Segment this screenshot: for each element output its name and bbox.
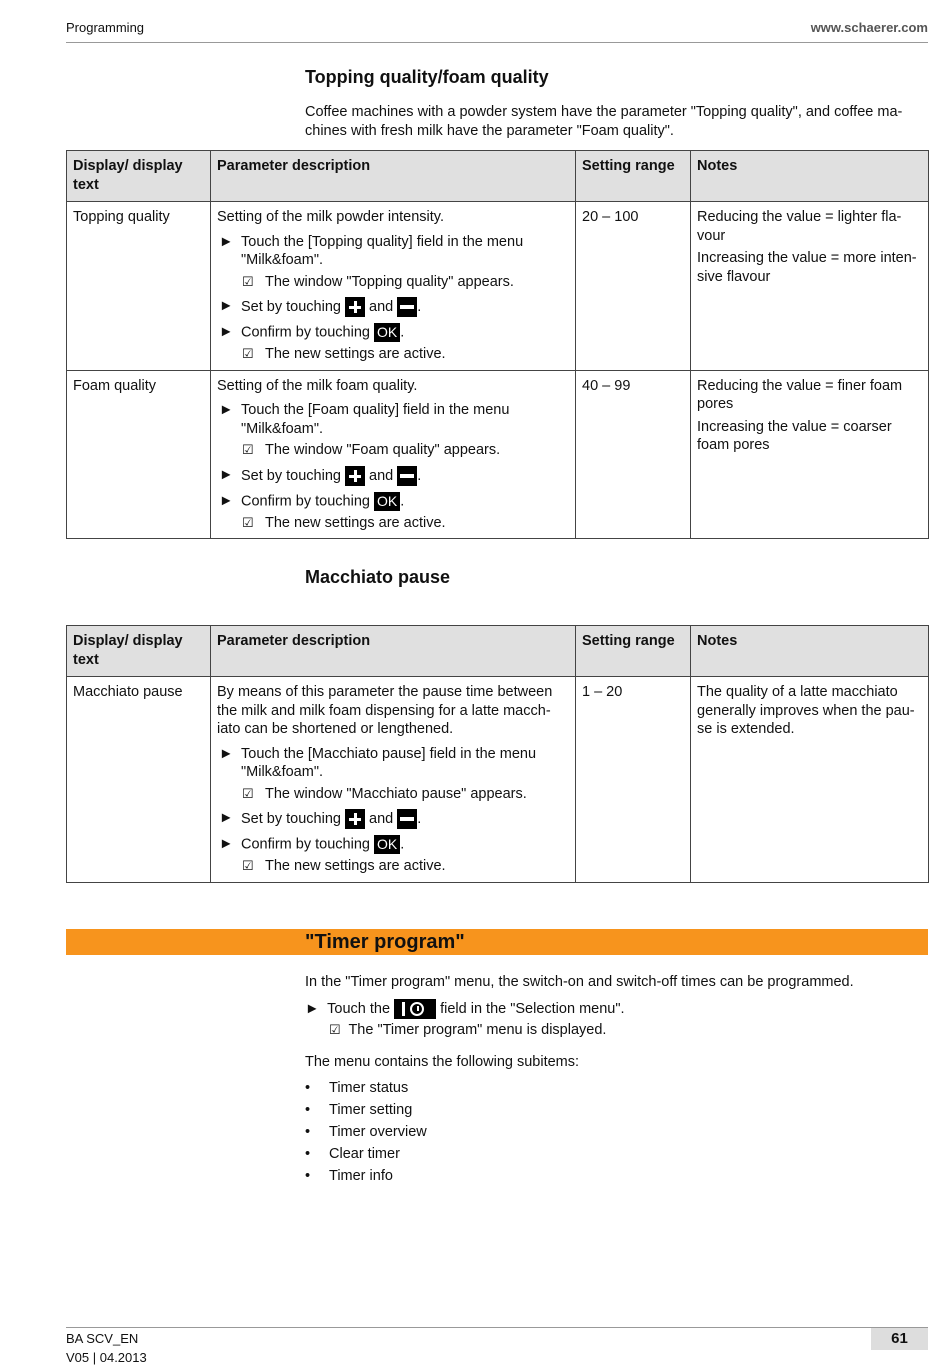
checkbox-icon: ☑ <box>242 514 254 530</box>
topping-intro: Coffee machines with a powder system have the parameter "Topping quality", and coffee ma-chines with fresh milk have the parameter "Foam quality". <box>305 104 903 139</box>
step: ► Set by touching and . <box>217 809 569 829</box>
plus-icon <box>345 297 365 317</box>
result <box>217 785 569 804</box>
row-description <box>211 202 576 371</box>
desc-text: Setting of the milk powder intensity. <box>217 209 445 225</box>
timer-intro: In the "Timer program" menu, the switch-on and switch-off times can be programmed. <box>305 974 854 990</box>
step-text: Set by touching <box>241 467 341 484</box>
list-item: • Timer info <box>305 1168 393 1184</box>
table-row <box>67 677 929 883</box>
menu-intro: The menu contains the following subitems: <box>305 1054 580 1070</box>
row-notes <box>691 202 929 371</box>
section-banner <box>66 929 928 955</box>
macchiato-table <box>66 625 929 883</box>
arrow-icon: ► <box>219 836 234 852</box>
header-divider <box>66 42 928 43</box>
timer-program-icon <box>394 999 436 1019</box>
checkbox-icon: ☑ <box>329 1022 341 1037</box>
col-header: Parameter description <box>211 151 576 202</box>
checkbox-icon: ☑ <box>242 273 254 289</box>
step-text: Touch the <box>327 1000 391 1017</box>
list-item: • Timer overview <box>305 1124 427 1140</box>
and-text: and <box>369 467 394 484</box>
row-notes <box>691 370 929 539</box>
minus-icon <box>397 809 417 829</box>
step: ► Confirm by touching OK . <box>219 836 405 853</box>
step-text: Confirm by touching <box>241 836 370 853</box>
ok-icon: OK <box>374 492 400 511</box>
list-item-text: Timer setting <box>329 1102 413 1118</box>
step <box>217 745 569 782</box>
result <box>217 857 569 876</box>
table-header-row <box>67 151 929 202</box>
footer-doc-id: BA SCV_EN <box>66 1331 139 1346</box>
list-item-text: Timer info <box>329 1168 393 1184</box>
list-item-text: Timer status <box>329 1080 409 1096</box>
table-header-row <box>67 626 929 677</box>
result <box>217 514 569 533</box>
row-name: Topping quality <box>67 202 211 371</box>
topping-table <box>66 150 929 539</box>
checkbox-icon: ☑ <box>242 442 254 457</box>
checkbox-icon: ☑ <box>242 858 254 873</box>
page-number: 61 <box>871 1328 928 1350</box>
row-range: 20 – 100 <box>576 202 691 371</box>
row-notes <box>691 677 929 883</box>
note: Reducing the value = lighter fla-vour <box>697 209 902 244</box>
list-item-text: Clear timer <box>329 1146 400 1162</box>
list-item-text: Timer overview <box>329 1124 427 1140</box>
result-text: The "Timer program" menu is displayed. <box>348 1022 607 1038</box>
footer-version: V05 | 04.2013 <box>66 1350 147 1365</box>
note: Increasing the value = more inten-sive flavour <box>697 250 917 285</box>
desc-text: Setting of the milk foam quality. <box>217 377 418 394</box>
footer-divider <box>66 1327 928 1328</box>
note: The quality of a latte macchiato generally improves when the pau-se is extended. <box>697 684 915 737</box>
row-range: 40 – 99 <box>576 370 691 539</box>
step-text: Touch the [Foam quality] field in the menu "Milk&foam". <box>241 402 510 437</box>
step: ► Set by touching and . <box>217 297 569 317</box>
arrow-icon: ► <box>219 298 234 314</box>
and-text: and <box>369 298 394 315</box>
step: ► Confirm by touching OK . <box>219 324 405 341</box>
col-header: Display/ display text <box>67 626 211 677</box>
step-text: Touch the [Topping quality] field in the menu "Milk&foam". <box>241 233 524 268</box>
row-name: Macchiato pause <box>67 677 211 883</box>
result <box>217 345 569 364</box>
row-name: Foam quality <box>67 370 211 539</box>
checkbox-icon: ☑ <box>242 785 254 801</box>
header-website[interactable]: www.schaerer.com <box>810 20 928 35</box>
result-text: The new settings are active. <box>265 514 446 531</box>
result-text: The window "Macchiato pause" appears. <box>265 785 527 802</box>
list-item: • Clear timer <box>305 1146 400 1162</box>
arrow-icon: ► <box>219 810 234 826</box>
table-row <box>67 370 929 539</box>
arrow-icon: ► <box>219 233 234 250</box>
minus-icon <box>397 297 417 317</box>
step: ► Set by touching and . <box>217 466 569 486</box>
note: Reducing the value = finer foam pores <box>697 377 903 412</box>
minus-icon <box>397 466 417 486</box>
result <box>217 273 569 292</box>
arrow-icon: ► <box>219 324 234 340</box>
timer-step <box>305 999 625 1019</box>
col-header: Notes <box>691 626 929 677</box>
col-header: Display/ display text <box>67 151 211 202</box>
step <box>217 401 569 438</box>
and-text: and <box>369 810 394 827</box>
checkbox-icon: ☑ <box>242 346 254 361</box>
step-text: Touch the [Macchiato pause] field in the menu "Milk&foam". <box>241 745 537 780</box>
desc-text: By means of this parameter the pause time between the milk and milk foam dispensing for a latte macch-iato can be shortened or lengthened. <box>217 684 553 737</box>
plus-icon <box>345 466 365 486</box>
result-text: The window "Foam quality" appears. <box>265 442 501 458</box>
step-text: Set by touching <box>241 298 341 315</box>
step <box>217 233 569 270</box>
row-description <box>211 677 576 883</box>
result-text: The window "Topping quality" appears. <box>265 273 514 290</box>
result-text: The new settings are active. <box>265 346 446 362</box>
timer-title: "Timer program" <box>305 931 465 953</box>
arrow-icon: ► <box>219 466 234 483</box>
header-section: Programming <box>66 20 145 35</box>
ok-icon: OK <box>374 323 400 342</box>
topping-title: Topping quality/foam quality <box>305 67 549 87</box>
timer-result <box>329 1022 606 1038</box>
arrow-icon: ► <box>305 1000 320 1017</box>
col-header: Setting range <box>576 151 691 202</box>
row-description <box>211 370 576 539</box>
ok-icon: OK <box>374 835 400 854</box>
col-header: Parameter description <box>211 626 576 677</box>
macchiato-title: Macchiato pause <box>305 567 451 587</box>
step-text: field in the "Selection menu". <box>440 1000 625 1017</box>
step-text: Set by touching <box>241 810 341 827</box>
col-header: Notes <box>691 151 929 202</box>
row-range: 1 – 20 <box>576 677 691 883</box>
plus-icon <box>345 809 365 829</box>
arrow-icon: ► <box>219 492 234 509</box>
step-text: Confirm by touching <box>241 492 370 509</box>
note: Increasing the value = coarser foam pores <box>697 418 892 453</box>
list-item: • Timer status <box>305 1080 409 1096</box>
result-text: The new settings are active. <box>265 858 446 874</box>
list-item: • Timer setting <box>305 1102 413 1118</box>
table-row <box>67 202 929 371</box>
result <box>217 441 569 460</box>
col-header: Setting range <box>576 626 691 677</box>
step-text: Confirm by touching <box>241 324 370 341</box>
arrow-icon: ► <box>219 745 234 762</box>
arrow-icon: ► <box>219 402 234 418</box>
step: ► Confirm by touching OK . <box>219 492 405 509</box>
